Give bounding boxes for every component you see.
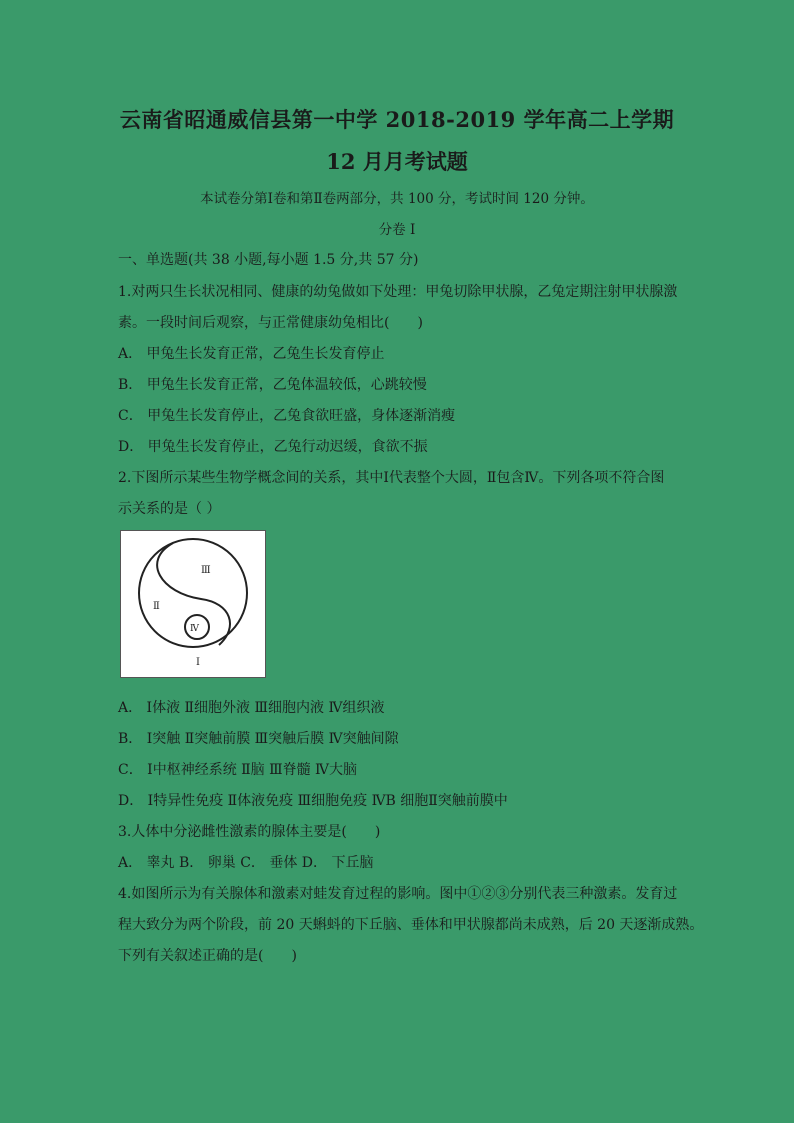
q3-options: A． 睾丸 B． 卵巢 C． 垂体 D． 下丘脑 <box>118 855 374 871</box>
q2-stem-line1: 2.下图所示某些生物学概念间的关系，其中Ⅰ代表整个大圆，Ⅱ包含Ⅳ。下列各项不符合图 <box>118 470 665 486</box>
q1-option-c: C． 甲兔生长发育停止，乙兔食欲旺盛，身体逐渐消瘦 <box>118 408 456 424</box>
label-i: Ⅰ <box>196 657 200 668</box>
q1-option-b: B． 甲兔生长发育正常，乙兔体温较低，心跳较慢 <box>118 377 427 393</box>
label-iii: Ⅲ <box>201 565 211 576</box>
section-label: 分卷 I <box>378 222 416 238</box>
part1-heading: 一、单选题(共 38 小题,每小题 1.5 分,共 57 分) <box>118 252 419 268</box>
exam-title-line2: 12 月月考试题 <box>326 149 468 174</box>
q2-concept-diagram <box>120 530 266 678</box>
q2-stem-line2: 示关系的是（ ） <box>118 501 221 517</box>
exam-title-line1: 云南省昭通威信县第一中学 2018-2019 学年高二上学期 <box>119 107 675 132</box>
q2-option-b: B． Ⅰ突触 Ⅱ突触前膜 Ⅲ突触后膜 Ⅳ突触间隙 <box>118 731 399 747</box>
q2-option-a: A． Ⅰ体液 Ⅱ细胞外液 Ⅲ细胞内液 Ⅳ组织液 <box>118 700 385 716</box>
q4-stem-line2: 程大致分为两个阶段，前 20 天蝌蚪的下丘脑、垂体和甲状腺都尚未成熟，后 20 天逐渐成熟。 <box>118 917 704 933</box>
concept-circle-diagram <box>121 531 265 677</box>
label-iv: Ⅳ <box>190 624 199 634</box>
q4-stem-line3: 下列有关叙述正确的是( ) <box>118 948 297 964</box>
q2-option-c: C． Ⅰ中枢神经系统 Ⅱ脑 Ⅲ脊髓 Ⅳ大脑 <box>118 762 358 778</box>
q4-stem-line1: 4.如图所示为有关腺体和激素对蛙发育过程的影响。图中①②③分别代表三种激素。发育过 <box>118 886 678 902</box>
q1-option-a: A． 甲兔生长发育正常，乙兔生长发育停止 <box>118 346 385 362</box>
q2-option-d: D． Ⅰ特异性免疫 Ⅱ体液免疫 Ⅲ细胞免疫 ⅣB 细胞Ⅱ突触前膜中 <box>118 793 508 809</box>
label-ii: Ⅱ <box>153 601 160 612</box>
q1-option-d: D． 甲兔生长发育停止，乙兔行动迟缓，食欲不振 <box>118 439 428 455</box>
exam-info: 本试卷分第Ⅰ卷和第Ⅱ卷两部分，共 100 分，考试时间 120 分钟。 <box>200 191 594 207</box>
q1-stem-line1: 1.对两只生长状况相同、健康的幼兔做如下处理：甲兔切除甲状腺，乙兔定期注射甲状腺激 <box>118 284 678 300</box>
q1-stem-line2: 素。一段时间后观察，与正常健康幼兔相比( ) <box>118 315 423 331</box>
q3-stem: 3.人体中分泌雌性激素的腺体主要是( ) <box>118 824 381 840</box>
